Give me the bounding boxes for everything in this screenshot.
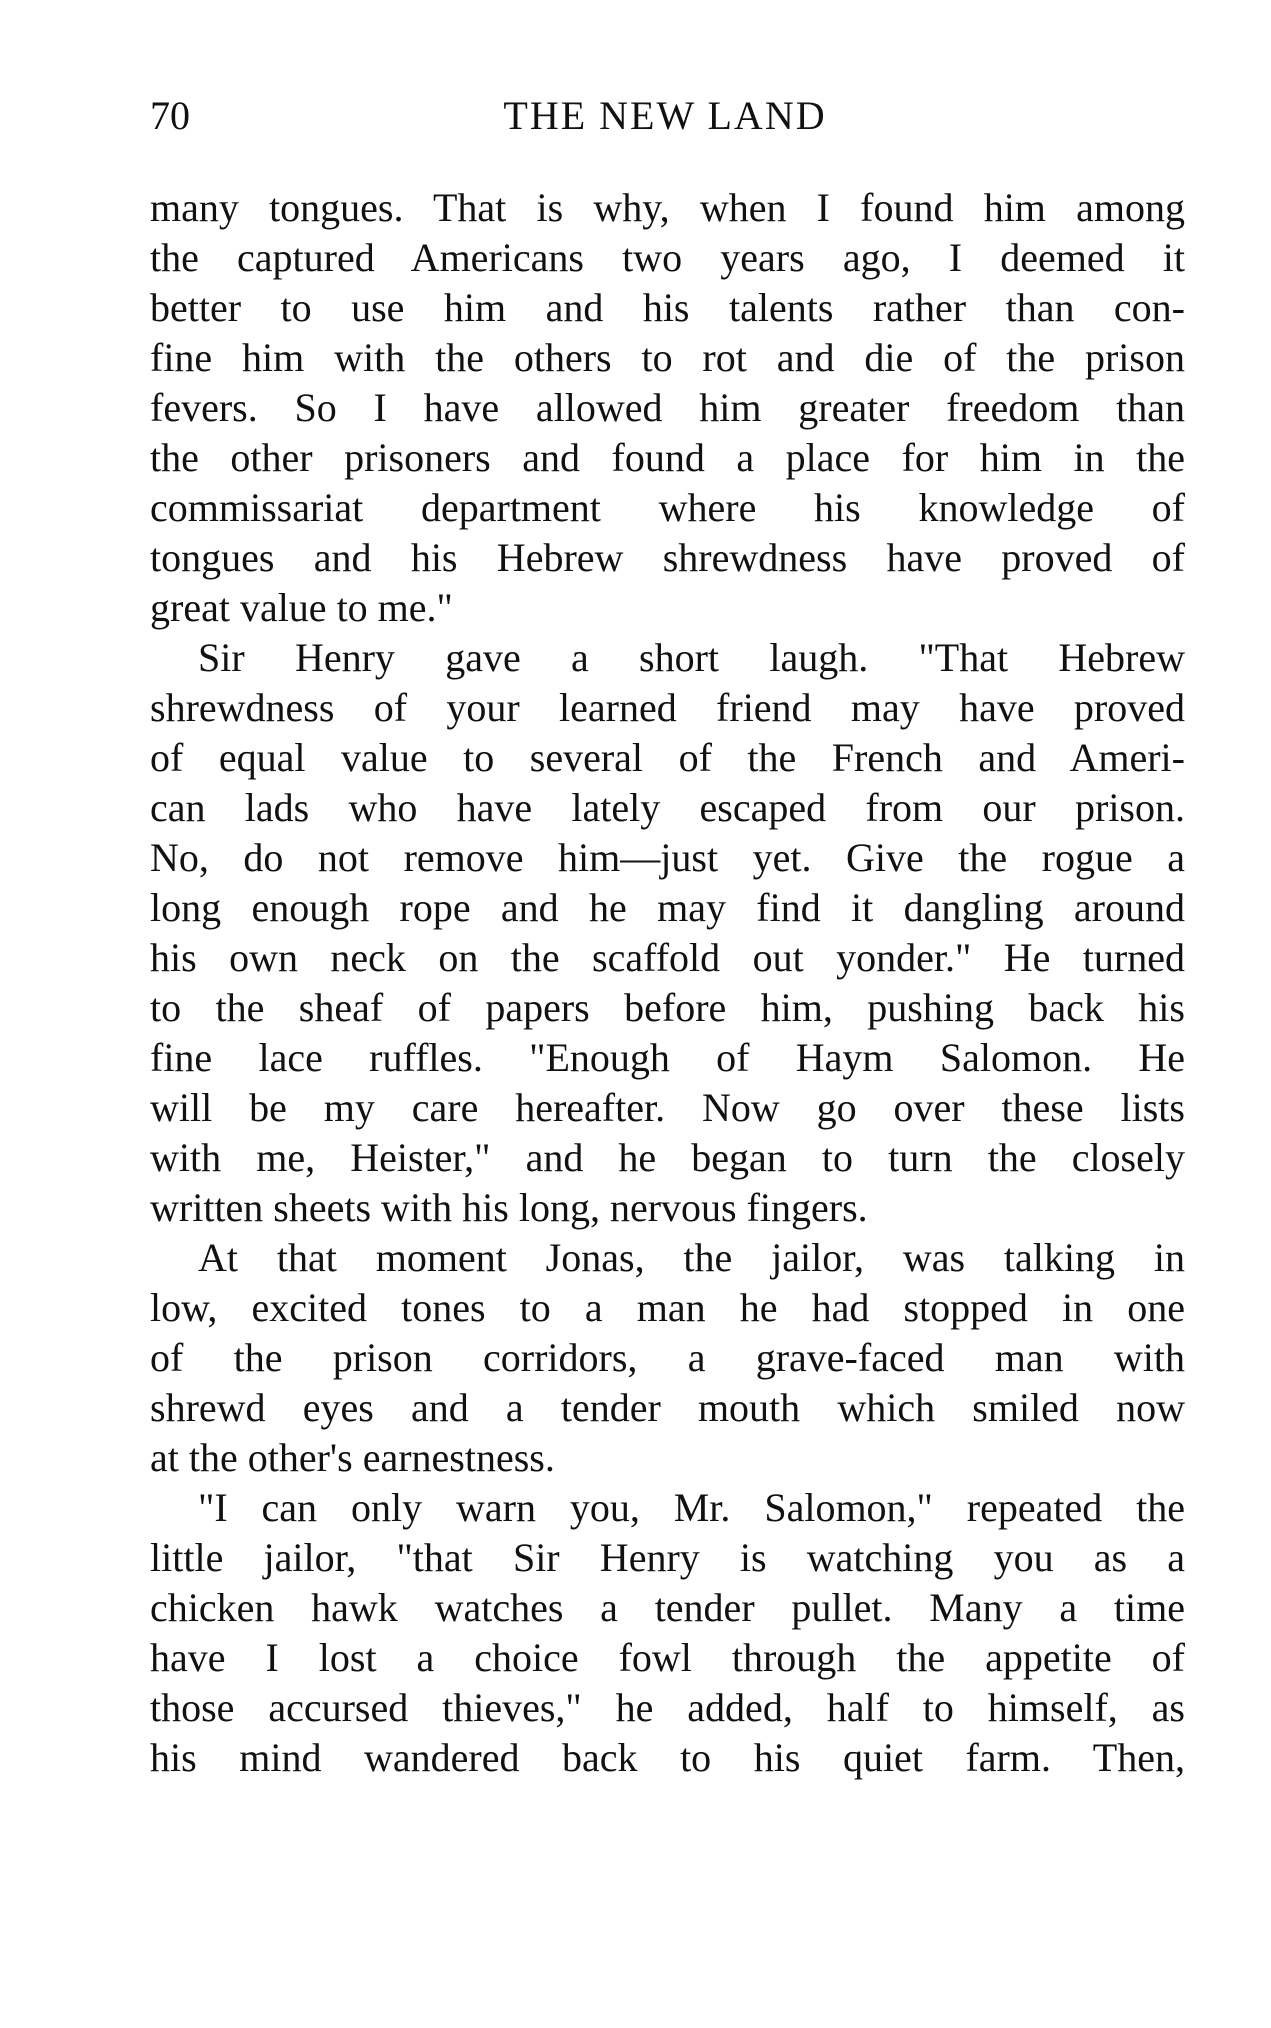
text-line: can lads who have lately escaped from our prison. [150, 785, 1185, 830]
text-line: No, do not remove him—just yet. Give the rogue a [150, 835, 1185, 880]
text-line: "I can only warn you, Mr. Salomon," repeated the [198, 1485, 1185, 1530]
text-line: great value to me." [150, 585, 453, 630]
text-line: shrewd eyes and a tender mouth which smiled now [150, 1385, 1185, 1430]
text-line: have I lost a choice fowl through the appetite of [150, 1635, 1185, 1680]
text-line: At that moment Jonas, the jailor, was talking in [198, 1235, 1185, 1280]
text-line: tongues and his Hebrew shrewdness have proved of [150, 535, 1185, 580]
text-line: at the other's earnestness. [150, 1435, 555, 1480]
text-line: with me, Heister," and he began to turn the closely [150, 1135, 1185, 1180]
text-line: chicken hawk watches a tender pullet. Many a time [150, 1585, 1185, 1630]
text-line: those accursed thieves," he added, half to himself, as [150, 1685, 1185, 1730]
text-line: better to use him and his talents rather than con- [150, 285, 1185, 330]
text-line: fine lace ruffles. "Enough of Haym Salomon. He [150, 1035, 1185, 1080]
text-line: written sheets with his long, nervous fingers. [150, 1185, 868, 1230]
text-line: the captured Americans two years ago, I deemed it [150, 235, 1185, 280]
text-line: of equal value to several of the French and Ameri- [150, 735, 1185, 780]
text-line: many tongues. That is why, when I found him among [150, 185, 1185, 230]
text-line: of the prison corridors, a grave-faced man with [150, 1335, 1185, 1380]
text-line: will be my care hereafter. Now go over these lists [150, 1085, 1185, 1130]
text-line: little jailor, "that Sir Henry is watching you as a [150, 1535, 1185, 1580]
text-line: his own neck on the scaffold out yonder." He turned [150, 935, 1185, 980]
text-line: the other prisoners and found a place for him in the [150, 435, 1185, 480]
text-line: low, excited tones to a man he had stopped in one [150, 1285, 1185, 1330]
page-header [150, 86, 1180, 146]
running-title: THE NEW LAND [503, 93, 827, 138]
text-line: shrewdness of your learned friend may have proved [150, 685, 1185, 730]
text-line: fevers. So I have allowed him greater freedom than [150, 385, 1185, 430]
text-line: to the sheaf of papers before him, pushing back his [150, 985, 1185, 1030]
page-number: 70 [150, 93, 190, 138]
text-line: his mind wandered back to his quiet farm. Then, [150, 1735, 1185, 1780]
text-line: commissariat department where his knowledge of [150, 485, 1185, 530]
text-line: fine him with the others to rot and die of the prison [150, 335, 1185, 380]
body-text [150, 183, 1185, 1783]
text-line: Sir Henry gave a short laugh. "That Hebrew [198, 635, 1185, 680]
text-line: long enough rope and he may find it dangling around [150, 885, 1185, 930]
